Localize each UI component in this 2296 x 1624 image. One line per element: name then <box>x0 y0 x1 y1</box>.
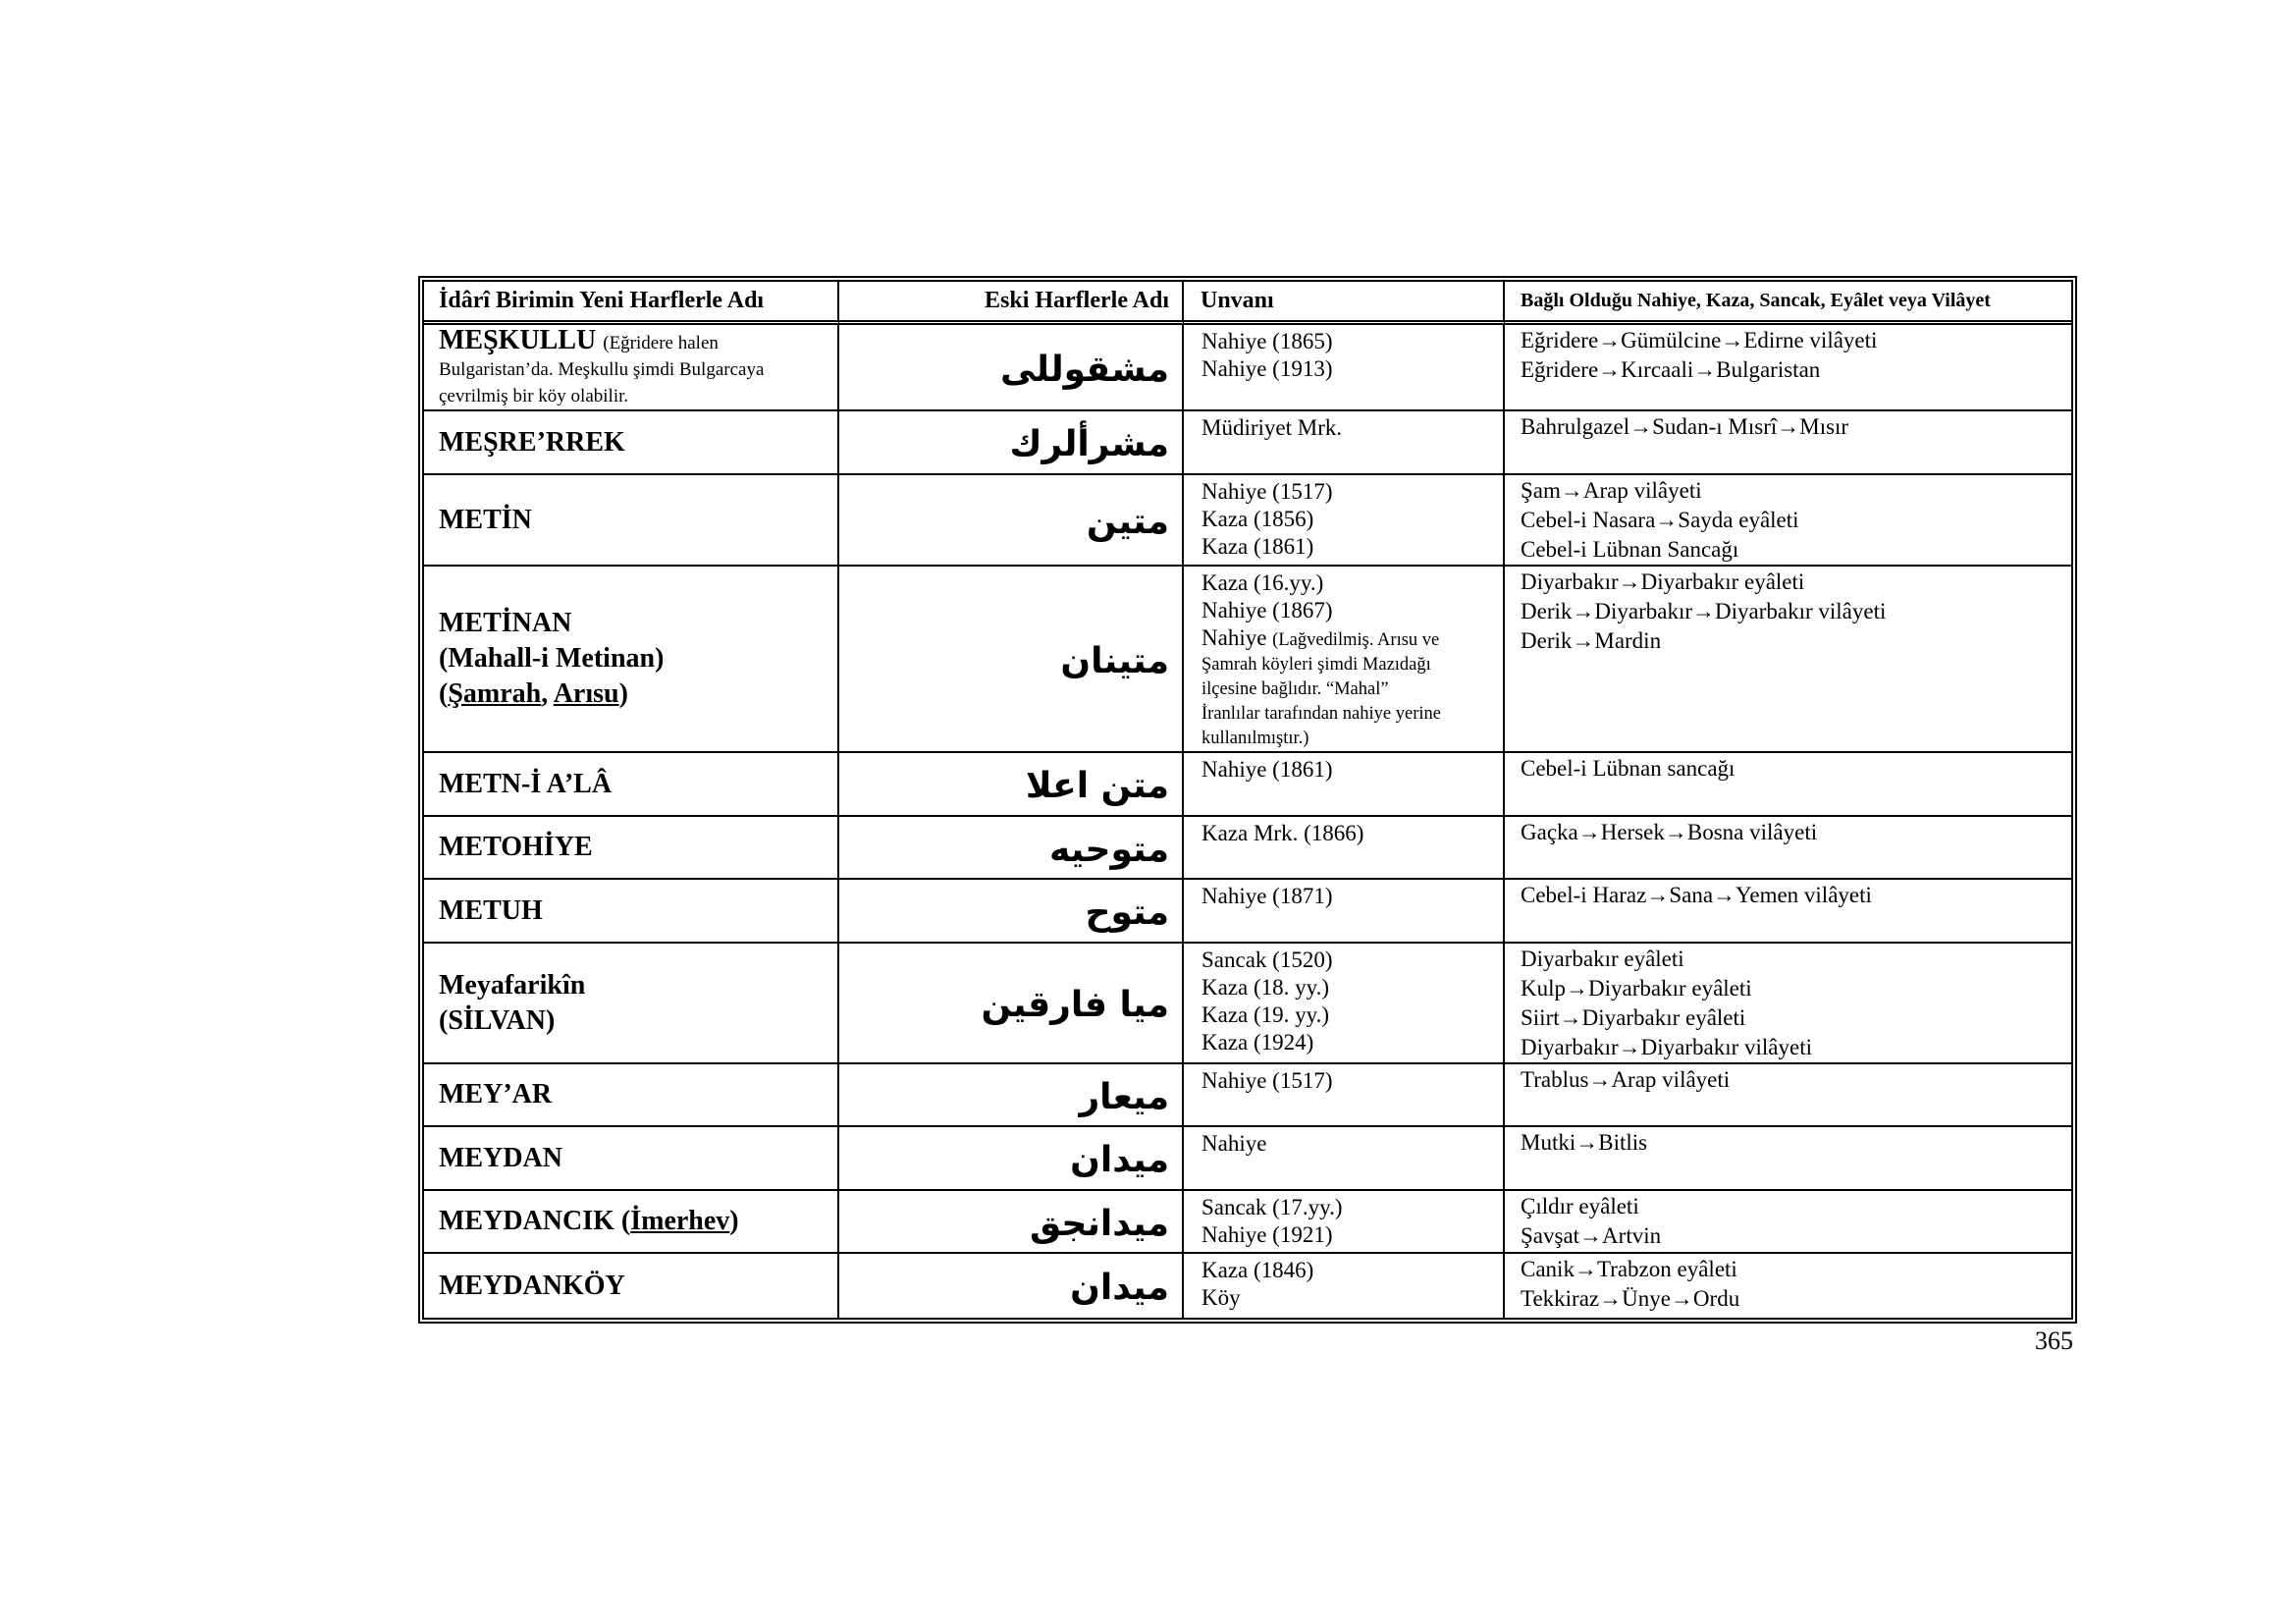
name-cell <box>424 753 839 817</box>
old-script-name-cell <box>839 880 1184 944</box>
title-cell <box>1184 1064 1505 1127</box>
page-number: 365 <box>2035 1326 2073 1355</box>
parent-unit-entry: Diyarbakır→Diyarbakır eyâleti <box>1521 569 1805 594</box>
paren-open: ( <box>439 678 449 709</box>
title-note: İranlılar tarafından nahiye yerine <box>1201 704 1441 724</box>
arabic-name: مشرألرك <box>1009 424 1169 464</box>
arabic-name: ميا فارقين <box>981 985 1169 1025</box>
header-new-script-name <box>424 282 839 325</box>
parent-unit-cell <box>1505 880 2071 944</box>
parent-unit-entry: Cebel-i Haraz→Sana→Yemen vilâyeti <box>1521 883 1872 907</box>
parent-unit-entry: Çıldır eyâleti <box>1521 1194 1639 1218</box>
old-script-name-cell <box>839 753 1184 817</box>
parent-unit-cell <box>1505 325 2071 411</box>
parent-unit-entry: Diyarbakır eyâleti <box>1521 947 1684 971</box>
place-name: Meyafarikîn <box>439 969 586 1001</box>
title-entry: Nahiye (1871) <box>1201 884 1333 908</box>
arabic-name: ميدانجق <box>1029 1203 1169 1244</box>
place-name: METİN <box>439 504 532 535</box>
place-name: MEYDAN <box>439 1142 562 1173</box>
title-cell <box>1184 325 1505 411</box>
title-entry: Nahiye (1867) <box>1201 598 1333 623</box>
alt-name: İmerhev <box>630 1206 730 1236</box>
arabic-name: متن اعلا <box>1025 766 1169 806</box>
parent-unit-entry: Bahrulgazel→Sudan-ı Mısrî→Mısır <box>1521 414 1849 439</box>
arabic-name: متوحيه <box>1048 829 1169 870</box>
title-cell <box>1184 475 1505 567</box>
place-name: METUH <box>439 894 543 926</box>
parent-unit-entry: Şavşat→Artvin <box>1521 1223 1662 1248</box>
separator: , <box>541 678 554 709</box>
parent-unit-entry: Cebel-i Lübnan sancağı <box>1521 756 1735 781</box>
place-name: METN-İ A’LÂ <box>439 768 613 799</box>
header-old-script-name <box>839 282 1184 325</box>
parent-unit-cell <box>1505 1127 2071 1191</box>
place-name: MEYDANCIK <box>439 1206 614 1236</box>
name-cell <box>424 817 839 880</box>
title-cell <box>1184 817 1505 880</box>
old-script-name-cell <box>839 1064 1184 1127</box>
title-cell <box>1184 944 1505 1064</box>
parent-unit-cell <box>1505 567 2071 753</box>
parent-unit-entry: Kulp→Diyarbakır eyâleti <box>1521 976 1752 1001</box>
header-label: Eski Harflerle Adı <box>985 288 1169 313</box>
parent-unit-entry: Derik→Mardin <box>1521 628 1662 653</box>
name-cell <box>424 944 839 1064</box>
place-name: MEYDANKÖY <box>439 1270 625 1301</box>
parent-unit-cell <box>1505 1064 2071 1127</box>
arabic-name: مشقوللى <box>999 349 1169 390</box>
title-entry: Nahiye (1913) <box>1201 356 1333 381</box>
title-entry: Nahiye <box>1201 625 1267 650</box>
name-cell <box>424 1191 839 1254</box>
title-entry: Sancak (17.yy.) <box>1201 1195 1343 1219</box>
village-name: Arısu <box>553 678 619 709</box>
parent-unit-cell <box>1505 1191 2071 1254</box>
parent-unit-entry: Cebel-i Lübnan Sancağı <box>1521 537 1739 562</box>
arabic-name: متوح <box>1085 893 1169 933</box>
parent-unit-entry: Diyarbakır→Diyarbakır vilâyeti <box>1521 1035 1812 1059</box>
place-note: (Eğridere halen <box>603 332 719 353</box>
village-name: Şamrah <box>448 678 542 709</box>
title-entry: Nahiye <box>1201 1131 1267 1156</box>
parent-unit-cell <box>1505 944 2071 1064</box>
parent-unit-entry: Siirt→Diyarbakır eyâleti <box>1521 1005 1746 1030</box>
title-entry: Nahiye (1517) <box>1201 479 1333 504</box>
header-title <box>1184 282 1505 325</box>
name-cell <box>424 1127 839 1191</box>
arabic-name: ميدان <box>1070 1140 1169 1180</box>
place-alt-name: (Mahall-i Metinan) <box>439 643 665 674</box>
title-entry: Kaza (1924) <box>1201 1030 1314 1055</box>
place-name: METİNAN <box>439 608 572 638</box>
place-note: Bulgaristan’da. Meşkullu şimdi Bulgarcaya <box>439 358 765 380</box>
name-cell <box>424 411 839 475</box>
parent-unit-cell <box>1505 753 2071 817</box>
old-script-name-cell <box>839 567 1184 753</box>
title-entry: Nahiye (1861) <box>1201 757 1333 782</box>
title-entry: Nahiye (1517) <box>1201 1068 1333 1093</box>
old-script-name-cell <box>839 1191 1184 1254</box>
paren-open: ( <box>620 1206 631 1236</box>
parent-unit-entry: Şam→Arap vilâyeti <box>1521 478 1702 503</box>
title-entry: Nahiye (1865) <box>1201 329 1333 353</box>
title-cell <box>1184 411 1505 475</box>
old-script-name-cell <box>839 475 1184 567</box>
title-entry: Kaza (18. yy.) <box>1201 975 1330 1000</box>
arabic-name: ميدان <box>1070 1268 1169 1308</box>
title-cell <box>1184 1191 1505 1254</box>
title-entry: Nahiye (1921) <box>1201 1222 1333 1247</box>
name-cell <box>424 880 839 944</box>
title-note: Şamrah köyleri şimdi Mazıdağı <box>1201 655 1431 675</box>
old-script-name-cell <box>839 817 1184 880</box>
header-label: Unvanı <box>1201 288 1274 313</box>
place-alt-name: (SİLVAN) <box>439 1004 556 1036</box>
parent-unit-cell <box>1505 475 2071 567</box>
header-label: Bağlı Olduğu Nahiye, Kaza, Sancak, Eyâlet veya Vilâyet <box>1521 290 1991 311</box>
title-cell <box>1184 880 1505 944</box>
title-note: kullanılmıştır.) <box>1201 729 1309 748</box>
place-name: MEŞRE’RREK <box>439 426 625 458</box>
parent-unit-entry: Eğridere→Kırcaali→Bulgaristan <box>1521 357 1821 382</box>
title-entry: Kaza (16.yy.) <box>1201 570 1324 595</box>
place-names-table <box>418 276 2077 1324</box>
name-line <box>439 1204 837 1239</box>
name-cell <box>424 475 839 567</box>
old-script-name-cell <box>839 1254 1184 1318</box>
name-cell <box>424 1254 839 1318</box>
title-entry: Kaza (1856) <box>1201 507 1314 531</box>
parent-unit-cell <box>1505 817 2071 880</box>
place-name: MEY’AR <box>439 1079 553 1110</box>
title-entry: Kaza Mrk. (1866) <box>1201 821 1364 845</box>
old-script-name-cell <box>839 411 1184 475</box>
parent-unit-entry: Eğridere→Gümülcine→Edirne vilâyeti <box>1521 328 1878 352</box>
header-parent-unit <box>1505 282 2071 325</box>
title-note: (Lağvedilmiş. Arısu ve <box>1272 630 1440 650</box>
title-entry: Kaza (19. yy.) <box>1201 1002 1330 1027</box>
parent-unit-cell <box>1505 1254 2071 1318</box>
paren-close: ) <box>729 1206 739 1236</box>
title-entry: Sancak (1520) <box>1201 947 1333 972</box>
name-line <box>439 326 837 356</box>
parent-unit-entry: Mutki→Bitlis <box>1521 1130 1648 1155</box>
header-label: İdârî Birimin Yeni Harflerle Adı <box>439 288 765 313</box>
title-note: ilçesine bağlıdır. “Mahal” <box>1201 679 1389 699</box>
name-cell <box>424 567 839 753</box>
parent-unit-entry: Trablus→Arap vilâyeti <box>1521 1067 1731 1092</box>
place-name: METOHİYE <box>439 832 593 862</box>
old-script-name-cell <box>839 944 1184 1064</box>
title-entry: Kaza (1846) <box>1201 1258 1314 1282</box>
old-script-name-cell <box>839 1127 1184 1191</box>
arabic-name: ميعار <box>1079 1076 1169 1117</box>
title-cell <box>1184 753 1505 817</box>
arabic-name: متين <box>1086 502 1169 542</box>
title-entry: Kaza (1861) <box>1201 534 1314 559</box>
parent-unit-entry: Gaçka→Hersek→Bosna vilâyeti <box>1521 820 1818 844</box>
parent-unit-entry: Cebel-i Nasara→Sayda eyâleti <box>1521 508 1799 532</box>
parent-unit-entry: Tekkiraz→Ünye→Ordu <box>1521 1286 1740 1311</box>
place-name: MEŞKULLU <box>439 325 597 355</box>
paren-close: ) <box>618 678 628 709</box>
title-entry: Köy <box>1201 1285 1241 1310</box>
title-cell <box>1184 1127 1505 1191</box>
place-villages <box>439 677 837 712</box>
place-note: çevrilmiş bir köy olabilir. <box>439 385 629 406</box>
title-entry-with-note <box>1201 624 1503 653</box>
name-cell <box>424 325 839 411</box>
parent-unit-entry: Canik→Trabzon eyâleti <box>1521 1257 1737 1281</box>
title-entry: Müdiriyet Mrk. <box>1201 415 1343 440</box>
old-script-name-cell <box>839 325 1184 411</box>
title-cell <box>1184 1254 1505 1318</box>
title-cell <box>1184 567 1505 753</box>
parent-unit-cell <box>1505 411 2071 475</box>
name-cell <box>424 1064 839 1127</box>
parent-unit-entry: Derik→Diyarbakır→Diyarbakır vilâyeti <box>1521 599 1887 623</box>
arabic-name: متينان <box>1060 640 1169 681</box>
